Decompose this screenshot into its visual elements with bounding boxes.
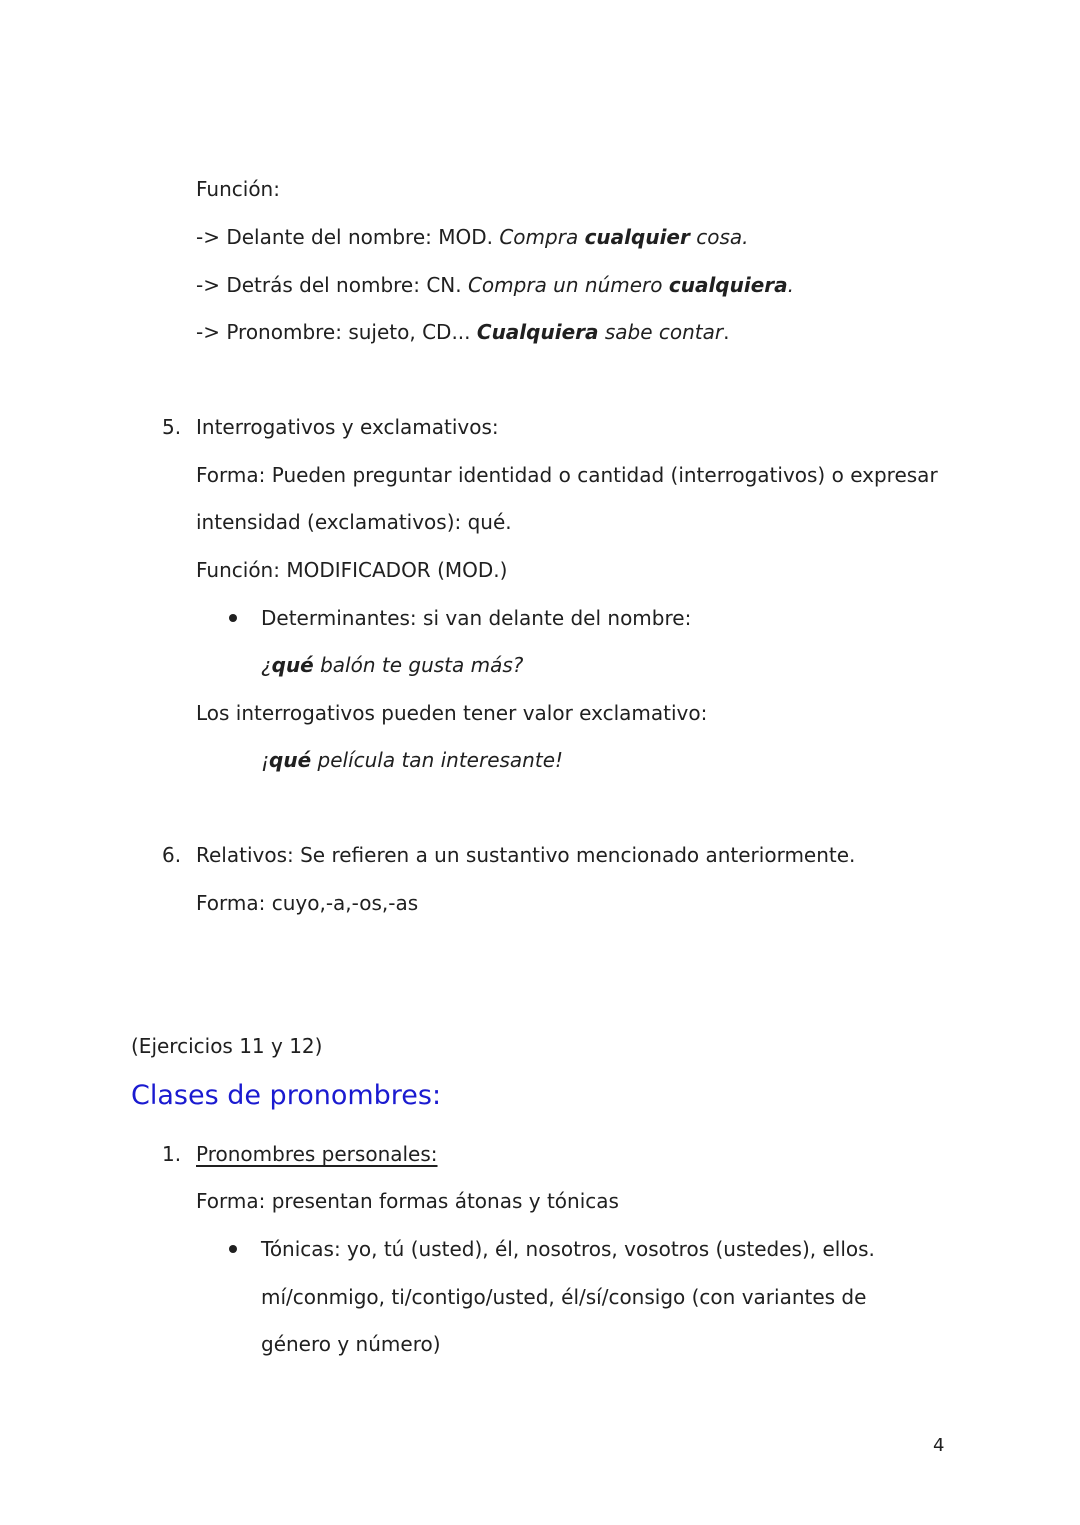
pronombres-number: 1. xyxy=(162,1142,182,1166)
pronombre-example-bold: Cualquiera xyxy=(476,320,599,344)
tonicas-line-3: género y número) xyxy=(261,1332,441,1356)
tonicas-line-2: mí/conmigo, ti/contigo/usted, él/sí/consigo (con variantes de xyxy=(261,1285,867,1309)
section5-title: Interrogativos y exclamativos: xyxy=(196,415,499,439)
ejercicios-note: (Ejercicios 11 y 12) xyxy=(131,1034,323,1058)
section5-example-1 xyxy=(261,652,523,678)
delante-example-bold: cualquier xyxy=(584,225,690,249)
pronombre-example-2: sabe contar xyxy=(598,320,724,344)
pronombre-line xyxy=(196,319,729,345)
delante-prefix: -> Delante del nombre: MOD. xyxy=(196,225,500,249)
section-heading: Clases de pronombres: xyxy=(131,1080,442,1111)
detras-example-1: Compra un número xyxy=(467,273,669,297)
detras-example-bold: cualquiera xyxy=(668,273,788,297)
tonicas-line-1: Tónicas: yo, tú (usted), él, nosotros, vosotros (ustedes), ellos. xyxy=(261,1237,875,1261)
delante-line xyxy=(196,224,748,250)
example2-bold: qué xyxy=(269,748,312,772)
delante-example-1: Compra xyxy=(499,225,585,249)
section5-number: 5. xyxy=(162,415,182,439)
example1-pre: ¿ xyxy=(261,653,272,677)
section5-funcion: Función: MODIFICADOR (MOD.) xyxy=(196,558,508,582)
section6-number: 6. xyxy=(162,843,182,867)
funcion-heading: Función: xyxy=(196,177,280,201)
section5-note: Los interrogativos pueden tener valor exclamativo: xyxy=(196,701,708,725)
bullet-icon xyxy=(229,614,237,622)
detras-prefix: -> Detrás del nombre: CN. xyxy=(196,273,468,297)
example1-post: balón te gusta más? xyxy=(313,653,524,677)
detras-example-2: . xyxy=(787,273,794,297)
section5-bullet-text: Determinantes: si van delante del nombre: xyxy=(261,606,692,630)
section5-forma-2: intensidad (exclamativos): qué. xyxy=(196,510,512,534)
example2-pre: ¡ xyxy=(261,748,270,772)
section6-forma: Forma: cuyo,-a,-os,-as xyxy=(196,891,419,915)
section5-example-2 xyxy=(261,747,563,773)
pronombre-suffix: . xyxy=(723,320,730,344)
section6-title: Relativos: Se refieren a un sustantivo mencionado anteriormente. xyxy=(196,843,856,867)
bullet-icon xyxy=(229,1245,237,1253)
delante-example-2: cosa. xyxy=(689,225,749,249)
example2-post: película tan interesante! xyxy=(311,748,564,772)
section5-forma-1: Forma: Pueden preguntar identidad o cantidad (interrogativos) o expresar xyxy=(196,463,938,487)
pronombres-forma: Forma: presentan formas átonas y tónicas xyxy=(196,1189,619,1213)
pronombres-title: Pronombres personales: xyxy=(196,1142,438,1166)
page-number: 4 xyxy=(933,1435,945,1456)
pronombre-prefix: -> Pronombre: sujeto, CD... xyxy=(196,320,477,344)
example1-bold: qué xyxy=(271,653,314,677)
detras-line xyxy=(196,272,794,298)
